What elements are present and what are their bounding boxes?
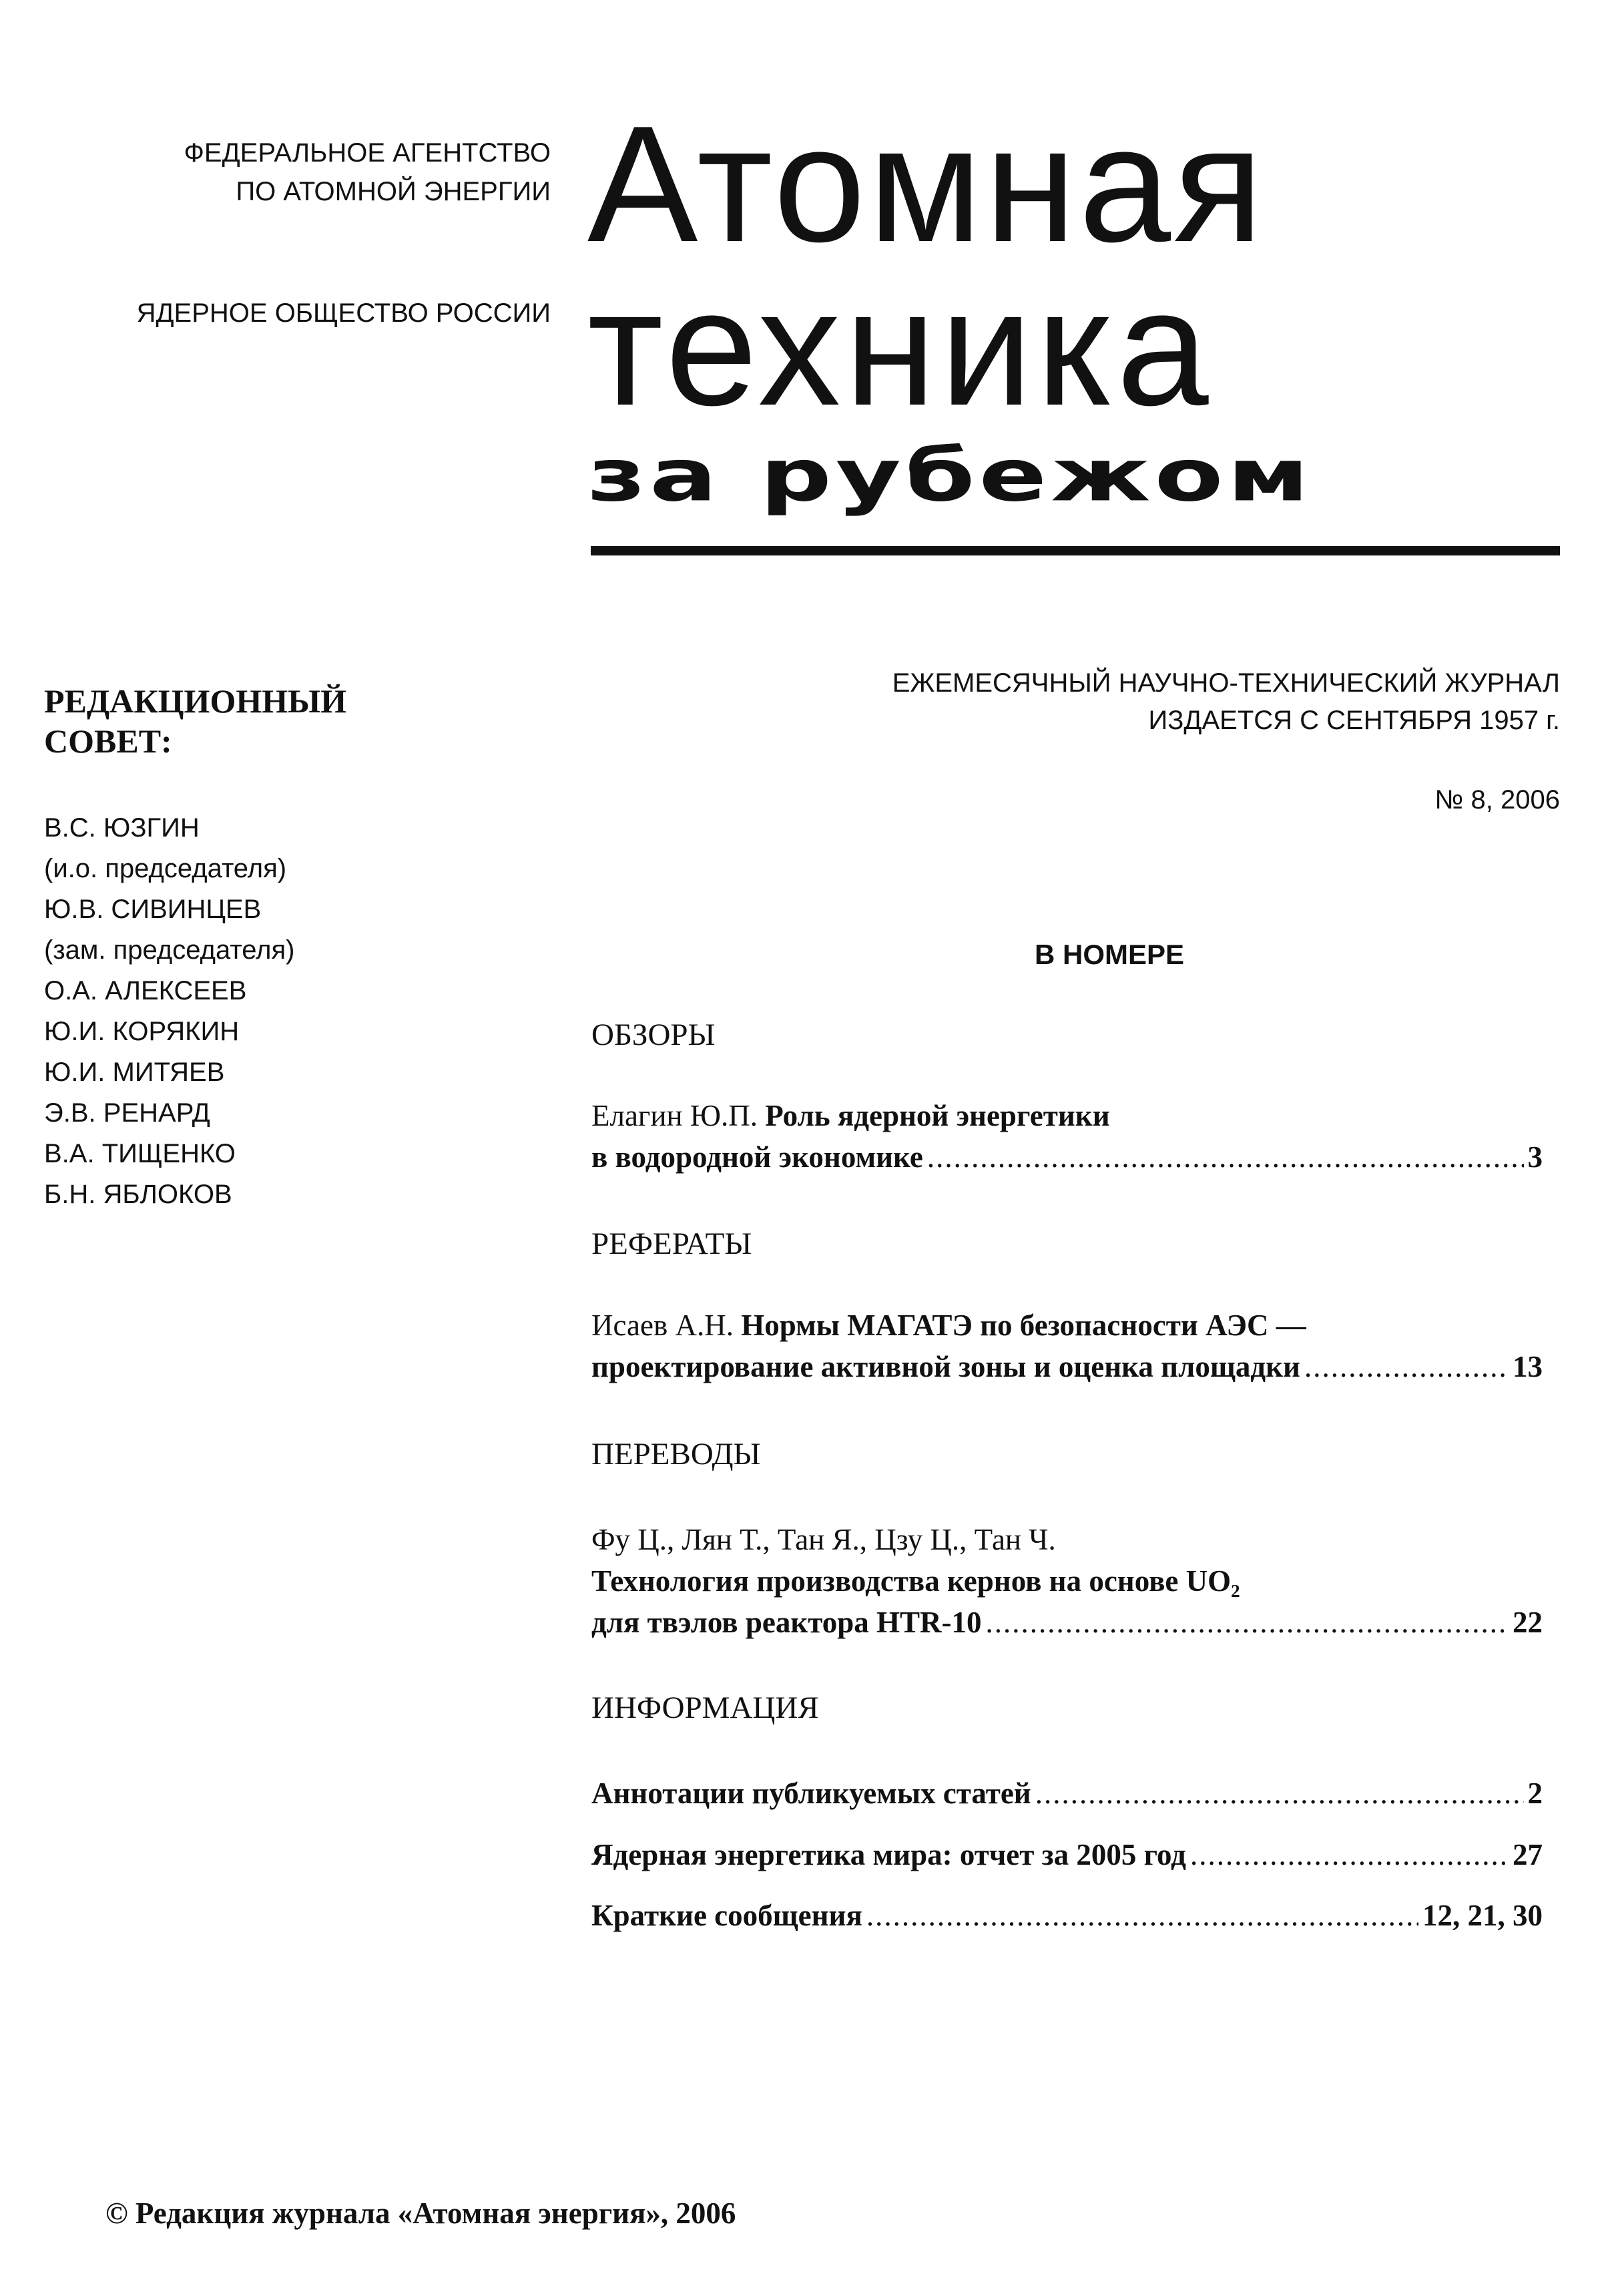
dot-leader [1190,1834,1509,1875]
toc-entry-2-line1 [591,1305,1543,1346]
dot-leader [986,1602,1509,1643]
toc-entry-3-page: 22 [1513,1606,1543,1639]
toc-info-entry-title: Аннотации публикуемых статей [591,1777,1031,1810]
section-heading-abstracts: РЕФЕРАТЫ [591,1226,752,1261]
board-member: В.С. ЮЗГИН [44,813,200,843]
section-heading-translations: ПЕРЕВОДЫ [591,1437,761,1471]
masthead-title-line1: Атомная [587,91,1266,276]
board-member: Э.В. РЕНАРД [44,1098,210,1128]
toc-info-entry-page: 12, 21, 30 [1422,1899,1543,1932]
copyright-notice: © Редакция журнала «Атомная энергия», 2006 [105,2197,736,2230]
section-heading-information: ИНФОРМАЦИЯ [591,1690,819,1725]
board-member: В.А. ТИЩЕНКО [44,1139,236,1168]
toc-entry-2-page: 13 [1513,1350,1543,1383]
toc-entry-2-author: Исаев А.Н. [591,1309,734,1342]
toc-entry-1[interactable] [591,1095,1543,1178]
editorial-board-heading [44,681,346,761]
journal-subtitle-line1: ЕЖЕМЕСЯЧНЫЙ НАУЧНО-ТЕХНИЧЕСКИЙ ЖУРНАЛ [892,668,1560,698]
board-member-role: (и.о. председателя) [44,854,287,883]
toc-info-entry-page: 2 [1527,1777,1543,1810]
toc-info-entry[interactable] [591,1895,1543,1936]
dot-leader [1304,1346,1509,1387]
toc-entry-3[interactable] [591,1519,1543,1643]
toc-entry-3-line3 [591,1602,1543,1643]
masthead-rule [591,546,1560,555]
toc-info-entry-line [591,1773,1543,1814]
toc-info-entry-line [591,1895,1543,1936]
toc-entry-1-author: Елагин Ю.П. [591,1099,758,1132]
agency-name-line1: ФЕДЕРАЛЬНОЕ АГЕНТСТВО [184,138,551,168]
toc-entry-2-title-line1: Нормы МАГАТЭ по безопасности АЭС — [741,1309,1306,1342]
journal-subtitle-line2: ИЗДАЕТСЯ С СЕНТЯБРЯ 1957 г. [1148,706,1560,735]
board-member: О.А. АЛЕКСЕЕВ [44,976,247,1005]
toc-entry-1-page: 3 [1527,1140,1543,1174]
toc-entry-3-title-line2: для твэлов реактора HTR-10 [591,1606,982,1639]
dot-leader [866,1895,1418,1936]
toc-info-entry-title: Краткие сообщения [591,1899,862,1932]
toc-info-entry[interactable] [591,1773,1543,1814]
toc-entry-3-title-line1: Технология производства кернов на основе UO₂ [591,1564,1240,1598]
board-member: Ю.И. МИТЯЕВ [44,1058,225,1087]
contents-title: В НОМЕРЕ [1035,939,1185,970]
nuclear-society-name: ЯДЕРНОЕ ОБЩЕСТВО РОССИИ [136,298,551,328]
editorial-board-heading-line2: СОВЕТ: [44,722,172,760]
editorial-board-list [44,808,294,1215]
board-member: Ю.И. КОРЯКИН [44,1017,240,1046]
agency-name-line2: ПО АТОМНОЙ ЭНЕРГИИ [236,177,551,206]
toc-entry-1-line1 [591,1095,1543,1136]
section-heading-reviews: ОБЗОРЫ [591,1017,716,1052]
issue-number: № 8, 2006 [1434,785,1560,815]
editorial-board-heading-line1: РЕДАКЦИОННЫЙ [44,682,347,720]
board-member: Ю.В. СИВИНЦЕВ [44,895,262,924]
toc-entry-2-line2 [591,1346,1543,1387]
board-member: Б.Н. ЯБЛОКОВ [44,1180,232,1209]
toc-info-entry-page: 27 [1513,1838,1543,1871]
masthead-title-line2: техника [587,254,1213,440]
toc-entry-1-title-line2: в водородной экономике [591,1140,923,1174]
toc-entry-1-title-line1: Роль ядерной энергетики [765,1099,1110,1132]
toc-entry-3-authors: Фу Ц., Лян Т., Тан Я., Цзу Ц., Тан Ч. [591,1523,1056,1556]
dot-leader [1035,1773,1524,1814]
toc-entry-1-line2 [591,1136,1543,1178]
dot-leader [927,1136,1524,1178]
masthead-title-line3: за рубежом [587,433,1314,518]
toc-entry-2[interactable] [591,1305,1543,1387]
toc-info-entry-line [591,1834,1543,1875]
toc-info-entry-title: Ядерная энергетика мира: отчет за 2005 год [591,1838,1186,1871]
toc-info-entry[interactable] [591,1834,1543,1875]
toc-entry-2-title-line2: проектирование активной зоны и оценка площадки [591,1350,1300,1383]
board-member-role: (зам. председателя) [44,935,295,965]
